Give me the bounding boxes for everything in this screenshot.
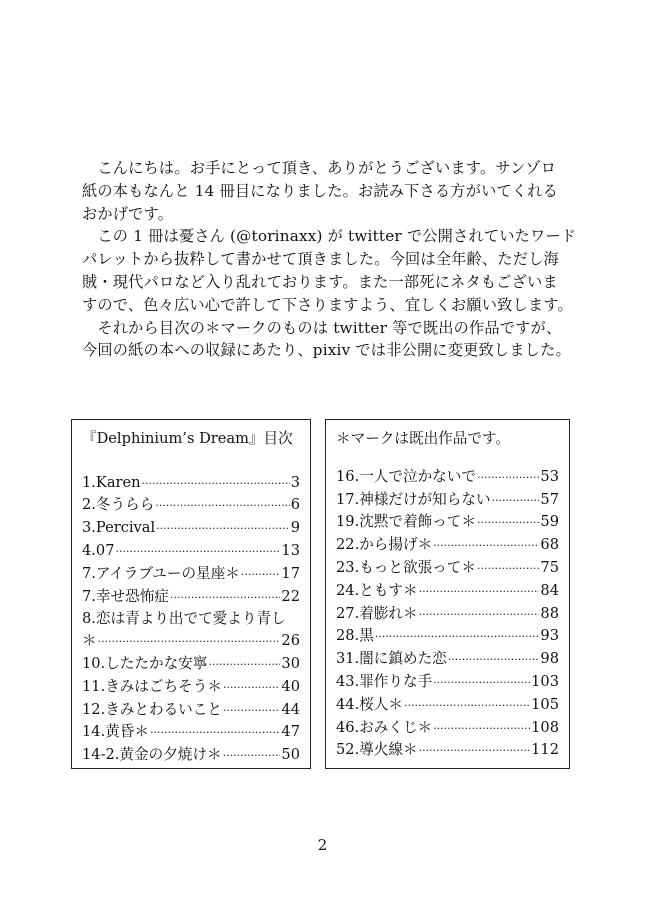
intro-line: こんにちは。お手にとって頂き、ありがとうございます。サンゾロ [82, 159, 557, 177]
toc-entry [82, 676, 300, 699]
toc-leader-dots [155, 495, 289, 517]
toc-entry [82, 630, 300, 653]
toc-entry [336, 739, 559, 762]
toc-entry-page: 26 [281, 632, 300, 650]
toc-entry-page: 40 [281, 677, 300, 695]
intro-line: この 1 冊は憂さん (@torinaxx) が twitter で公開されていたワード [82, 227, 577, 246]
toc-leader-dots [116, 541, 281, 563]
toc-leader-dots [433, 535, 539, 557]
toc-leader-dots [142, 473, 290, 495]
toc-entry-page: 13 [281, 541, 300, 559]
toc-entry-title: 44.桜人＊ [336, 695, 403, 713]
toc-leader-dots [156, 518, 290, 540]
toc-entry-page: 30 [281, 654, 300, 672]
toc-entry [82, 517, 300, 540]
intro-line: それから目次の＊マークのものは twitter 等で既出の作品ですが、 [82, 318, 562, 337]
toc-entry-title: 46.おみくじ＊ [336, 718, 433, 736]
toc-entry-title: 2.冬うらら [82, 496, 155, 514]
toc-entry-page: 6 [290, 496, 300, 514]
toc-entry [336, 648, 559, 671]
toc-leader-dots [375, 626, 540, 648]
toc-entry-title: 3.Percival [82, 519, 156, 537]
toc-entry-title: 1.Karen [82, 473, 141, 491]
toc-entry-page: 44 [281, 700, 300, 718]
toc-entry-page: 93 [540, 627, 559, 645]
intro-line: すので、色々広い心で許して下さりますよう、宜しくお願い致します。 [82, 295, 573, 314]
toc-entry [82, 653, 300, 676]
toc-entry-page: 57 [540, 490, 559, 508]
toc-entry [336, 489, 559, 512]
toc-entry-title: 8.恋は青より出でて愛より青し [82, 610, 286, 628]
toc-entry [336, 466, 559, 489]
toc-entry-page: 112 [531, 741, 559, 759]
toc-entry-page: 9 [290, 519, 300, 537]
toc-leader-dots [208, 654, 280, 676]
toc-entry-title: 43.罪作りな手 [336, 672, 433, 690]
toc-leader-dots [433, 672, 530, 694]
toc-entry-title: 22.から揚げ＊ [336, 536, 433, 554]
toc-entry [82, 540, 300, 563]
toc-entry-title: 24.ともす＊ [336, 581, 418, 599]
toc-entry-title: 4.07 [82, 541, 115, 559]
toc-leader-dots [223, 700, 280, 722]
toc-entry-title: 14-2.黄金の夕焼け＊ [82, 746, 222, 764]
intro-line: 紙の本もなんと 14 冊目になりました。お読み下さる方がいてくれる [82, 181, 559, 200]
toc-entry-title: 16.一人で泣かないで [336, 467, 476, 485]
toc-entry-page: 22 [281, 587, 300, 605]
toc-entry-page: 84 [540, 581, 559, 599]
intro-line: 今回の紙の本への収録にあたり、pixiv では非公開に変更致しました。 [82, 341, 571, 360]
toc-leader-dots [170, 587, 281, 609]
toc-entry-title: 28.黒 [336, 627, 374, 645]
toc-leader-dots [150, 722, 280, 744]
toc-entry-title: 31.闇に鎮めた恋 [336, 650, 447, 668]
toc-entry [82, 721, 300, 744]
toc-entry [82, 563, 300, 586]
toc-leader-dots [98, 631, 281, 653]
toc-entry [82, 699, 300, 722]
toc-leader-dots [419, 740, 531, 762]
toc-leader-dots [241, 564, 281, 586]
toc-entry [82, 494, 300, 517]
toc-entry-title: 7.アイラブユーの星座＊ [82, 564, 240, 582]
toc-entry-title: 23.もっと欲張って＊ [336, 558, 476, 576]
toc-leader-dots [492, 490, 540, 512]
toc-left-box [71, 419, 311, 769]
toc-entry-page: 88 [540, 604, 559, 622]
toc-note: ＊マークは既出作品です。 [336, 430, 510, 447]
toc-leader-dots [477, 467, 539, 489]
page-number: 2 [317, 836, 328, 854]
toc-leader-dots [448, 649, 540, 671]
toc-leader-dots [223, 677, 280, 699]
toc-entry-page: 75 [540, 558, 559, 576]
toc-entry-page: 59 [540, 513, 559, 531]
toc-entry-page: 47 [281, 723, 300, 741]
toc-entry-title: 17.神様だけが知らない [336, 490, 491, 508]
toc-entry-title: 11.きみはごちそう＊ [82, 677, 222, 695]
toc-leader-dots [419, 604, 540, 626]
toc-entry [336, 534, 559, 557]
toc-leader-dots [419, 581, 540, 603]
toc-entry [82, 586, 300, 609]
toc-left-list [82, 472, 300, 767]
toc-entry-page: 53 [540, 467, 559, 485]
toc-entry [336, 511, 559, 534]
toc-entry-title: 14.黄昏＊ [82, 723, 149, 741]
toc-leader-dots [477, 558, 539, 580]
toc-entry-title: 10.したたかな安寧 [82, 654, 208, 672]
toc-leader-dots [223, 745, 281, 767]
intro-line: おかげです。 [82, 204, 174, 223]
toc-entry-title: 52.導火線＊ [336, 741, 418, 759]
intro-line: パレットから抜粋して書かせて頂きました。今回は全年齢、ただし海 [82, 250, 559, 269]
intro-line: 賊・現代パロなど入り乱れております。また一部死にネタもございま [82, 272, 558, 291]
toc-right-list [336, 466, 559, 762]
toc-entry [82, 472, 300, 495]
toc-entry-title: 12.きみとわるいこと [82, 700, 222, 718]
toc-entry [82, 608, 300, 630]
toc-entry [336, 557, 559, 580]
toc-entry-title: 7.幸せ恐怖症 [82, 587, 169, 605]
toc-entry [336, 694, 559, 717]
toc-entry-page: 3 [290, 473, 300, 491]
toc-leader-dots [477, 512, 539, 534]
toc-entry-page: 103 [531, 672, 559, 690]
toc-entry [336, 717, 559, 740]
toc-entry-title: ＊ [82, 632, 97, 650]
toc-right-box [325, 419, 570, 769]
toc-entry [336, 625, 559, 648]
toc-leader-dots [433, 718, 530, 740]
toc-entry-page: 105 [531, 695, 559, 713]
toc-entry [336, 580, 559, 603]
toc-title: 『Delphinium’s Dream』目次 [82, 430, 293, 447]
toc-entry-title: 19.沈黙で着飾って＊ [336, 513, 476, 531]
toc-entry-page: 68 [540, 536, 559, 554]
toc-entry [82, 744, 300, 767]
toc-entry [336, 671, 559, 694]
toc-entry-page: 50 [281, 746, 300, 764]
toc-entry [336, 603, 559, 626]
toc-entry-title: 27.着膨れ＊ [336, 604, 418, 622]
toc-entry-page: 108 [531, 718, 559, 736]
intro-text [82, 157, 577, 362]
toc-entry-page: 98 [540, 650, 559, 668]
toc-entry-page: 17 [281, 564, 300, 582]
toc-leader-dots [404, 695, 530, 717]
